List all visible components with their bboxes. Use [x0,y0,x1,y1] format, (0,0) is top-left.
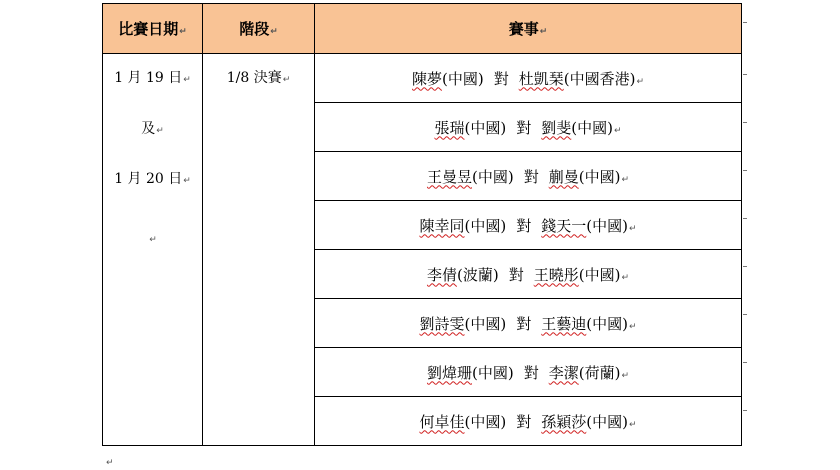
row-end-marker [743,362,747,363]
row-end-marker [743,22,747,23]
row-end-marker [743,266,747,267]
date-line-1: 1 月 19 日↵ [114,70,191,86]
stage-cell: 1/8 決賽↵ [203,54,315,446]
row-end-marker [743,122,747,123]
date-line-3: 1 月 20 日↵ [114,171,191,187]
dates-cell [103,54,203,446]
date-line-2: 及↵ [141,121,164,137]
header-row [103,4,742,54]
row-end-marker [743,314,747,315]
header-date: 比賽日期↵ [103,4,203,54]
table-row [103,54,742,103]
header-match: 賽事↵ [315,4,742,54]
match-cell: 劉煒珊(中國) 對 李潔(荷蘭)↵ [315,348,742,397]
row-end-marker [743,410,747,411]
match-cell: 陳幸同(中國) 對 錢天一(中國)↵ [315,201,742,250]
match-cell: 張瑞(中國) 對 劉斐(中國)↵ [315,103,742,152]
match-cell: 何卓佳(中國) 對 孫穎莎(中國)↵ [315,397,742,446]
row-end-marker [743,74,747,75]
row-end-marker [743,170,747,171]
empty-paragraph: ↵ [149,235,157,245]
match-cell: 劉詩雯(中國) 對 王藝迪(中國)↵ [315,299,742,348]
header-stage: 階段↵ [203,4,315,54]
match-cell: 陳夢(中國) 對 杜凱琹(中國香港)↵ [315,54,742,103]
match-cell: 李倩(波蘭) 對 王曉彤(中國)↵ [315,250,742,299]
match-cell: 王曼昱(中國) 對 蒯曼(中國)↵ [315,152,742,201]
match-schedule-table [102,3,742,446]
row-end-marker [743,218,747,219]
trailing-paragraph-mark: ↵ [106,458,114,468]
